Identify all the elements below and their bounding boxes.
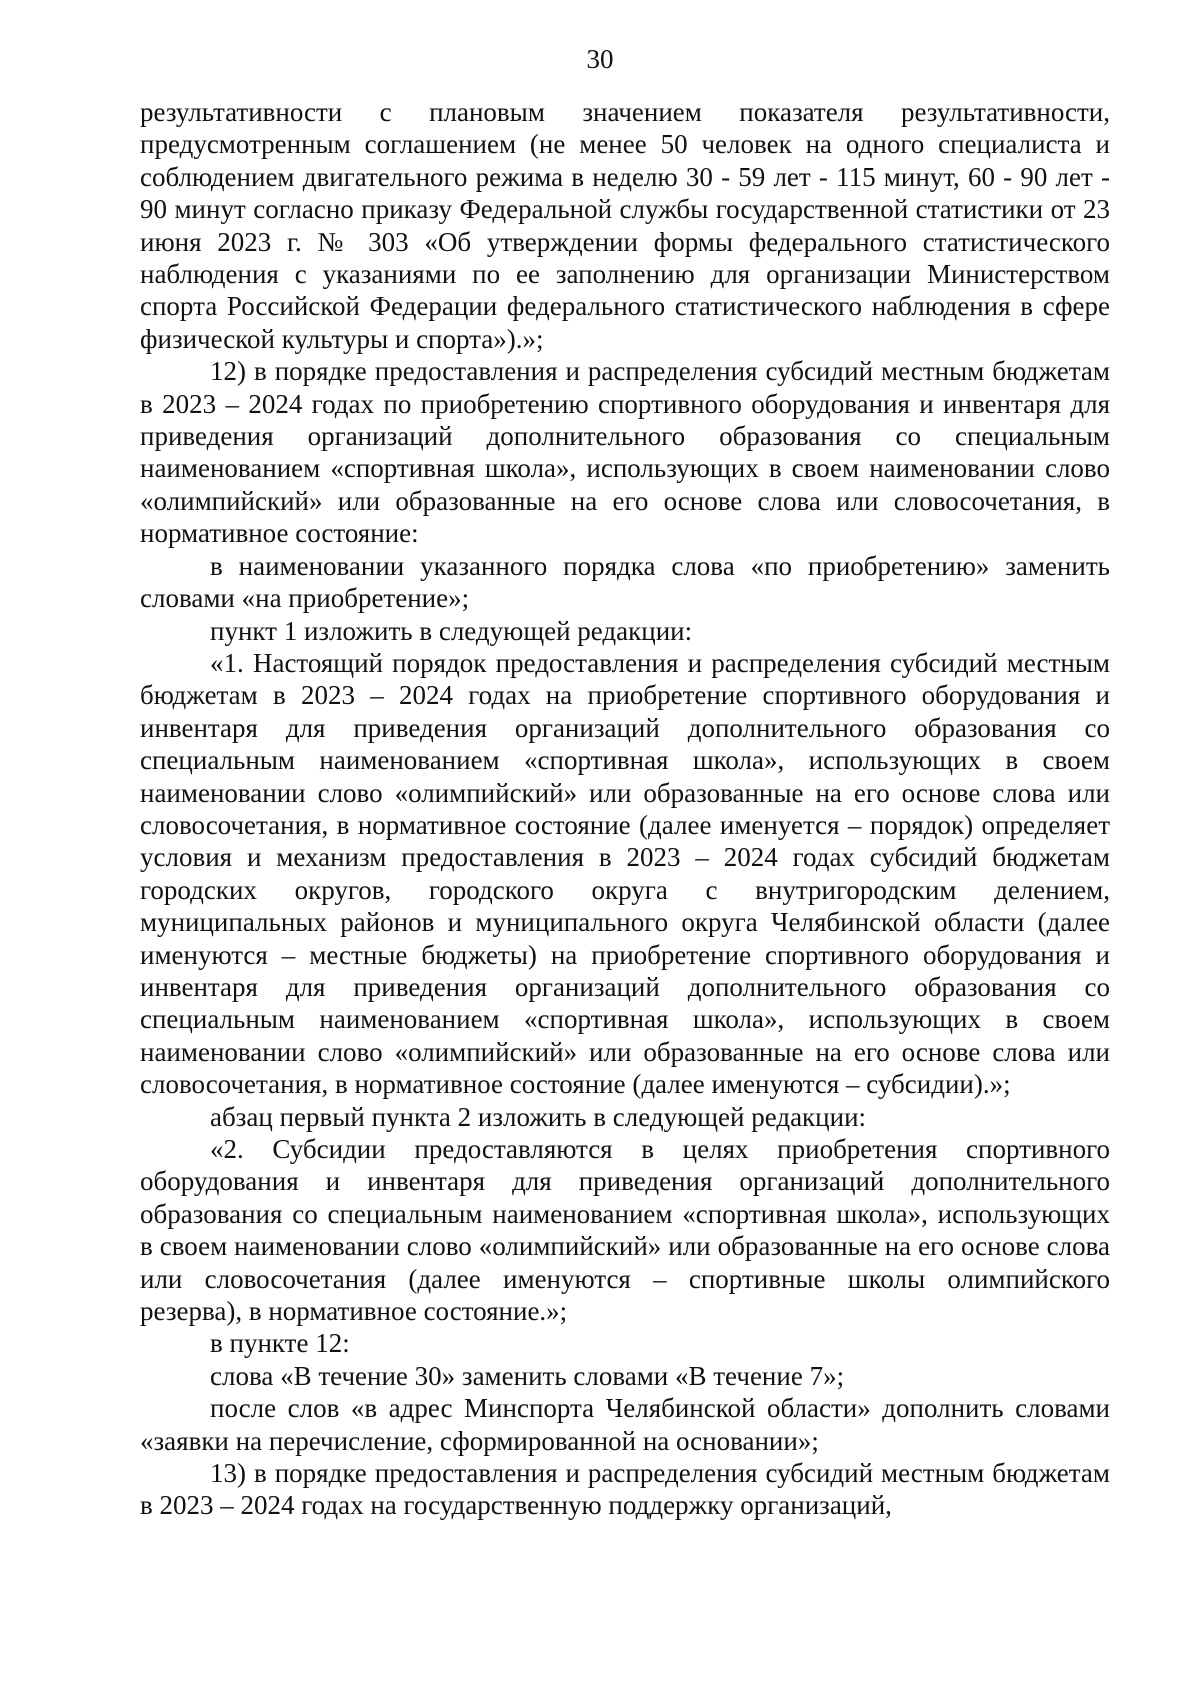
paragraph-point-2-intro: абзац первый пункта 2 изложить в следующей редакции:: [210, 1101, 867, 1132]
document-body: [140, 96, 1110, 1522]
page-number: 30: [586, 44, 614, 74]
paragraph-point-1-intro: пункт 1 изложить в следующей редакции:: [210, 615, 693, 646]
paragraph-point-12-change-1: слова «В течение 30» заменить словами «В течение 7»;: [210, 1360, 845, 1391]
paragraph-point-2-text: «2. Субсидии предоставляются в целях приобретения спортивного оборудования и инвентаря для приведения организаций дополнительного образования со специальным наименованием «спортивная школа», использующих в своем наименовании слово «олимпийский» или образованные на его основе слова или словосочетания (далее именуются – спортивные школы олимпийского резерва), в нормативное состояние.»;: [140, 1134, 1110, 1327]
paragraph-item-13: 13) в порядке предоставления и распределения субсидий местным бюджетам в 2023 – 2024 годах на государственную поддержку организаций,: [140, 1458, 1110, 1521]
paragraph-continuation: результативности с плановым значением показателя результативности, предусмотренным соглашением (не менее 50 человек на одного специалиста и соблюдением двигательного режима в неделю 30 - 59 лет - 115 минут, 60 - 90 лет - 90 минут согласно приказу Федеральной службы государственной статистики от 23 июня 2023 г. № 303 «Об утверждении формы федерального статистического наблюдения с указаниями по ее заполнению для организации Министерством спорта Российской Федерации федерального статистического наблюдения в сфере физической культуры и спорта»).»;: [140, 97, 1110, 354]
paragraph-point-12-change-2: после слов «в адрес Минспорта Челябинской области» дополнить словами «заявки на перечисление, сформированной на основании»;: [140, 1393, 1110, 1456]
paragraph-item-12: 12) в порядке предоставления и распределения субсидий местным бюджетам в 2023 – 2024 годах по приобретению спортивного оборудования и инвентаря для приведения организаций дополнительного образования со специальным наименованием «спортивная школа», использующих в своем наименовании слово «олимпийский» или образованные на его основе слова или словосочетания, в нормативное состояние:: [140, 356, 1110, 549]
paragraph-point-12-intro: в пункте 12:: [210, 1328, 350, 1359]
paragraph-point-1-text: «1. Настоящий порядок предоставления и распределения субсидий местным бюджетам в 2023 – 2024 годах на приобретение спортивного оборудования и инвентаря для приведения организаций дополнительного образования со специальным наименованием «спортивная школа», использующих в своем наименовании слово «олимпийский» или образованные на его основе слова или словосочетания, в нормативное состояние (далее именуется – порядок) определяет условия и механизм предоставления в 2023 – 2024 годах субсидий бюджетам городских округов, городского округа с внутригородским делением, муниципальных районов и муниципального округа Челябинской области (далее именуются – местные бюджеты) на приобретение спортивного оборудования и инвентаря для приведения организаций дополнительного образования со специальным наименованием «спортивная школа», использующих в своем наименовании слово «олимпийский» или образованные на его основе слова или словосочетания, в нормативное состояние (далее именуются – субсидии).»;: [140, 647, 1110, 1100]
paragraph-title-change: в наименовании указанного порядка слова «по приобретению» заменить словами «на приобретение»;: [140, 550, 1110, 614]
